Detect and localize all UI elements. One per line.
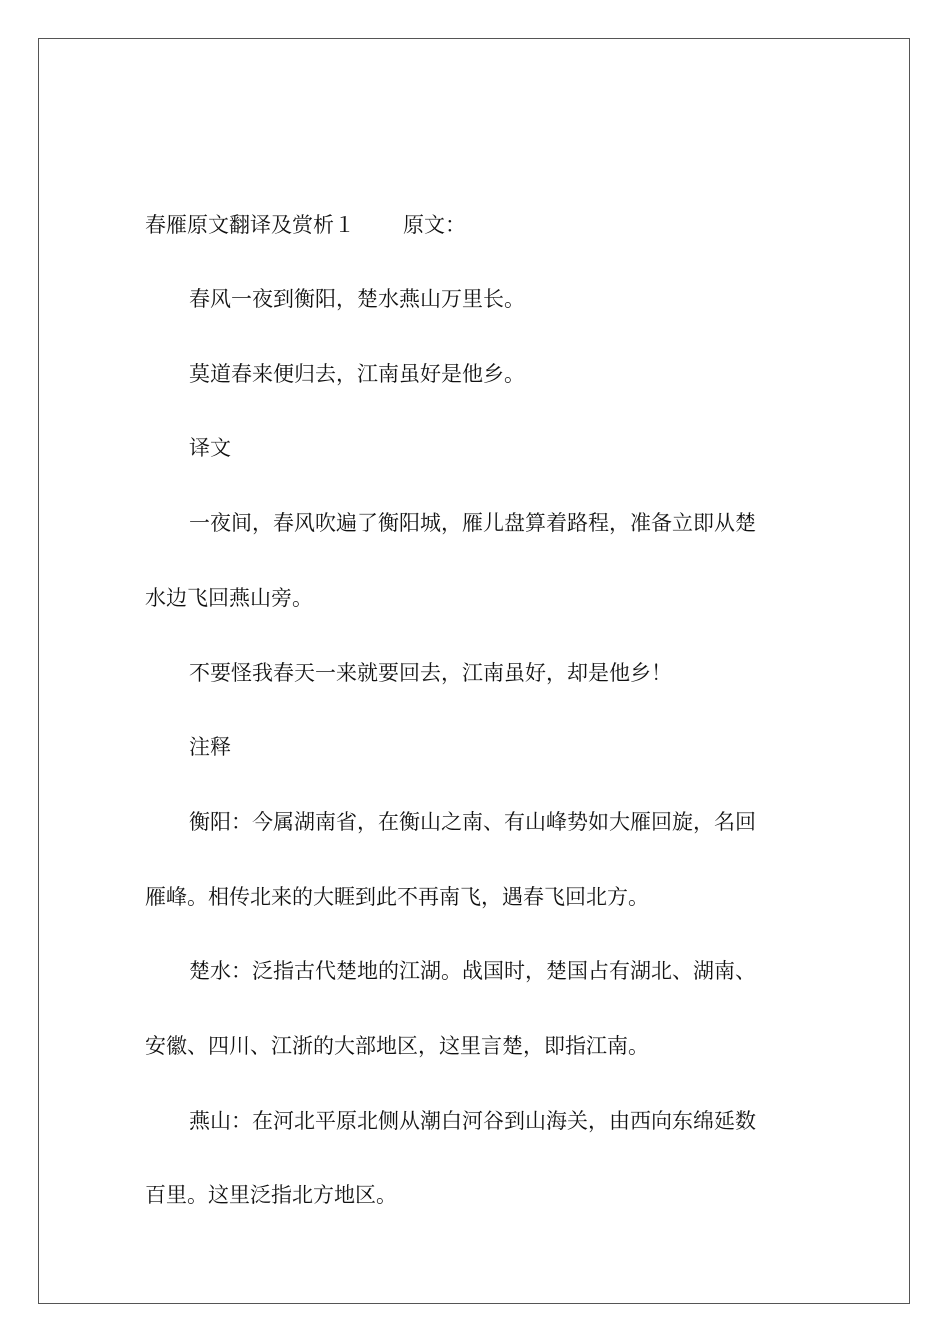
note-line: 衡阳：今属湖南省，在衡山之南、有山峰势如大雁回旋，名回 bbox=[189, 810, 756, 834]
notes-heading: 注释 bbox=[189, 735, 231, 759]
note-line: 安徽、四川、江浙的大部地区，这里言楚，即指江南。 bbox=[145, 1034, 649, 1058]
document-title: 春雁原文翻译及赏析１ bbox=[145, 213, 355, 237]
translation-heading: 译文 bbox=[189, 436, 231, 460]
title-line bbox=[145, 207, 466, 243]
translation-line: 不要怪我春天一来就要回去，江南虽好，却是他乡！ bbox=[189, 661, 672, 685]
note-line: 燕山：在河北平原北侧从潮白河谷到山海关，由西向东绵延数 bbox=[189, 1109, 756, 1133]
translation-line: 一夜间，春风吹遍了衡阳城，雁儿盘算着路程，准备立即从楚 bbox=[189, 511, 756, 535]
poem-line: 莫道春来便归去，江南虽好是他乡。 bbox=[189, 362, 525, 386]
note-line: 雁峰。相传北来的大睚到此不再南飞，遇春飞回北方。 bbox=[145, 885, 649, 909]
note-line: 楚水：泛指古代楚地的江湖。战国时，楚国占有湖北、湖南、 bbox=[189, 959, 756, 983]
poem-line: 春风一夜到衡阳，楚水燕山万里长。 bbox=[189, 287, 525, 311]
translation-line: 水边飞回燕山旁。 bbox=[145, 586, 313, 610]
note-line: 百里。这里泛指北方地区。 bbox=[145, 1183, 397, 1207]
original-heading: 原文： bbox=[403, 213, 466, 237]
